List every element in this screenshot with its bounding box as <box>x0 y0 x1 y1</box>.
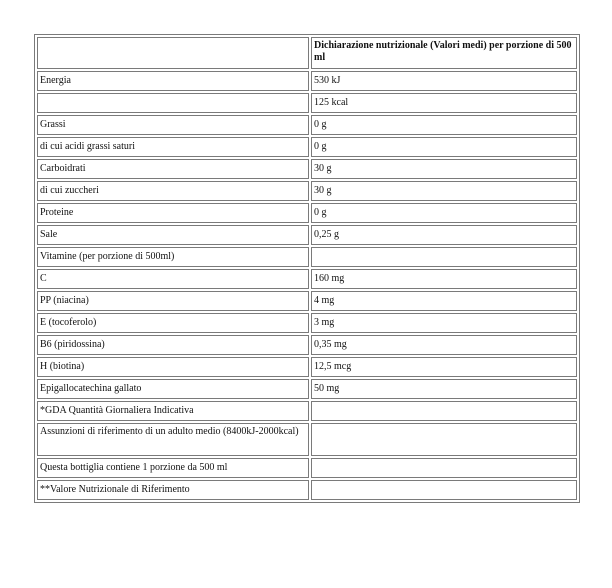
row-label-cell: Grassi <box>37 115 309 135</box>
row-label-cell: Carboidrati <box>37 159 309 179</box>
row-value-cell: 0 g <box>311 137 577 157</box>
table-row <box>37 203 577 223</box>
row-label-cell: Proteine <box>37 203 309 223</box>
row-label-cell: C <box>37 269 309 289</box>
row-value-cell <box>311 423 577 456</box>
row-value-cell: 0 g <box>311 203 577 223</box>
row-label-cell: Energia <box>37 71 309 91</box>
row-label-cell: H (biotina) <box>37 357 309 377</box>
table-row <box>37 159 577 179</box>
row-value-cell: 30 g <box>311 181 577 201</box>
row-label-cell: Vitamine (per porzione di 500ml) <box>37 247 309 267</box>
row-value-cell: 4 mg <box>311 291 577 311</box>
table-row <box>37 401 577 421</box>
row-value-cell: 530 kJ <box>311 71 577 91</box>
row-label-cell: Questa bottiglia contiene 1 porzione da 500 ml <box>37 458 309 478</box>
row-value-cell <box>311 247 577 267</box>
table-row <box>37 313 577 333</box>
row-value-cell: 50 mg <box>311 379 577 399</box>
row-label-cell: B6 (piridossina) <box>37 335 309 355</box>
table-row <box>37 115 577 135</box>
row-label-cell: Epigallocatechina gallato <box>37 379 309 399</box>
row-label-cell: Sale <box>37 225 309 245</box>
table-header-row <box>37 37 577 69</box>
table-row <box>37 379 577 399</box>
row-value-cell: 12,5 mcg <box>311 357 577 377</box>
nutrition-table-container <box>34 34 580 503</box>
row-value-cell: 0,25 g <box>311 225 577 245</box>
row-label-cell: E (tocoferolo) <box>37 313 309 333</box>
table-row <box>37 291 577 311</box>
row-label-cell: **Valore Nutrizionale di Riferimento <box>37 480 309 500</box>
table-row <box>37 225 577 245</box>
row-value-cell: 0,35 mg <box>311 335 577 355</box>
table-row <box>37 423 577 456</box>
table-row <box>37 93 577 113</box>
row-value-cell <box>311 480 577 500</box>
row-label-cell: *GDA Quantità Giornaliera Indicativa <box>37 401 309 421</box>
table-row <box>37 181 577 201</box>
row-value-cell: 0 g <box>311 115 577 135</box>
table-row <box>37 71 577 91</box>
header-label-cell <box>37 37 309 69</box>
table-row <box>37 480 577 500</box>
table-row <box>37 335 577 355</box>
table-row <box>37 458 577 478</box>
row-value-cell: 3 mg <box>311 313 577 333</box>
row-label-cell: di cui zuccheri <box>37 181 309 201</box>
row-value-cell: 30 g <box>311 159 577 179</box>
row-label-cell: di cui acidi grassi saturi <box>37 137 309 157</box>
nutrition-table <box>34 34 580 503</box>
header-value-cell: Dichiarazione nutrizionale (Valori medi) per porzione di 500 ml <box>311 37 577 69</box>
table-row <box>37 269 577 289</box>
row-value-cell: 125 kcal <box>311 93 577 113</box>
row-value-cell: 160 mg <box>311 269 577 289</box>
row-label-cell: Assunzioni di riferimento di un adulto medio (8400kJ-2000kcal) <box>37 423 309 456</box>
row-value-cell <box>311 458 577 478</box>
row-value-cell <box>311 401 577 421</box>
row-label-cell <box>37 93 309 113</box>
table-row <box>37 247 577 267</box>
table-row <box>37 357 577 377</box>
table-row <box>37 137 577 157</box>
row-label-cell: PP (niacina) <box>37 291 309 311</box>
